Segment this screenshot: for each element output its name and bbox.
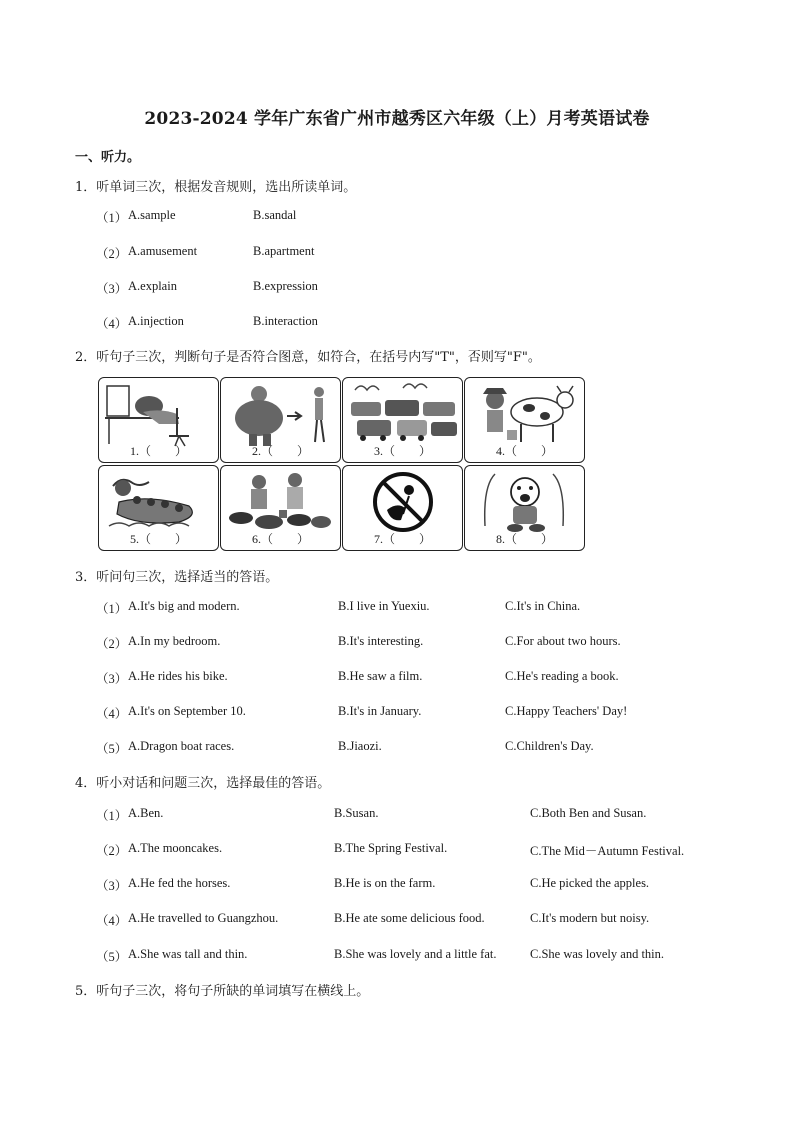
q3-item-2-option-c: C.For about two hours. [505, 634, 621, 648]
q4-item-3-option-c: C.He picked the apples. [530, 876, 650, 890]
picture-6-caption: 6.（ ） [251, 532, 309, 546]
picture-2-caption: 2.（ ） [251, 444, 309, 458]
picture-litter [220, 465, 341, 551]
q4-item-4-num: （4） [96, 914, 128, 928]
picture-7-caption: 7.（ ） [373, 532, 431, 546]
q4-item-4-option-a: A.He travelled to Guangzhou. [128, 911, 279, 925]
q4-item-2-option-a: A.The mooncakes. [128, 841, 223, 855]
q4-item-5-option-c: C.She was lovely and thin. [530, 947, 665, 961]
q4-item-1-option-c: C.Both Ben and Susan. [530, 806, 647, 820]
q4-item-3-option-b: B.He is on the farm. [334, 876, 436, 890]
q4-item-1-num: （1） [96, 809, 128, 823]
picture-4-caption: 4.（ ） [495, 444, 553, 458]
q4-item-3-option-a: A.He fed the horses. [128, 876, 231, 890]
q4-item-1-option-b: B.Susan. [334, 806, 379, 820]
q1-item-2-num: （2） [96, 247, 128, 261]
picture-3-caption: 3.（ ） [373, 444, 431, 458]
page-title: 2023-2024 学年广东省广州市越秀区六年级（上）月考英语试卷 [144, 109, 650, 129]
q1-item-3-option-b: B.expression [253, 279, 318, 293]
q4-item-2-num: （2） [96, 844, 128, 858]
q4-item-4-option-c: C.It's modern but noisy. [530, 911, 650, 925]
q3-item-2-option-b: B.It's interesting. [338, 634, 424, 648]
q1-item-4-num: （4） [96, 317, 128, 331]
picture-8-caption: 8.（ ） [495, 532, 553, 546]
q4-item-5-option-a: A.She was tall and thin. [128, 947, 248, 961]
q3-item-5-option-b: B.Jiaozi. [338, 739, 382, 753]
q3-item-5-num: （5） [96, 742, 128, 756]
q4-item-2-option-c: C.The Mid－Autumn Festival. [530, 844, 685, 858]
q1-item-2-option-b: B.apartment [253, 244, 315, 258]
question-1-stem: 1．听单词三次，根据发音规则，选出所读单词。 [75, 180, 357, 195]
q1-item-4-option-b: B.interaction [253, 314, 318, 328]
question-2-stem: 2．听句子三次，判断句子是否符合图意，如符合，在括号内写"T"，否则写"F"。 [75, 350, 541, 365]
q4-item-2-option-b: B.The Spring Festival. [334, 841, 448, 855]
q1-item-4-option-a: A.injection [128, 314, 184, 328]
q4-item-3-num: （3） [96, 879, 128, 893]
picture-5-caption: 5.（ ） [129, 532, 187, 546]
q1-item-1-num: （1） [96, 211, 128, 225]
q1-item-1-option-b: B.sandal [253, 208, 297, 222]
q3-item-4-num: （4） [96, 707, 128, 721]
q3-item-1-num: （1） [96, 602, 128, 616]
q1-item-3-option-a: A.explain [128, 279, 177, 293]
section-heading-listening: 一、听力。 [75, 150, 141, 165]
picture-tired-student [98, 377, 219, 463]
question-4-stem: 4．听小对话和问题三次，选择最佳的答语。 [75, 776, 331, 791]
q3-item-1-option-c: C.It's in China. [505, 599, 581, 613]
q3-item-4-option-a: A.It's on September 10. [128, 704, 246, 718]
picture-dragon-boat [98, 465, 219, 551]
q3-item-5-option-a: A.Dragon boat races. [128, 739, 235, 753]
q4-item-5-num: （5） [96, 950, 128, 964]
picture-1-caption: 1.（ ） [129, 444, 187, 458]
picture-crying-child [464, 465, 585, 551]
picture-fat-and-thin [220, 377, 341, 463]
picture-grid [96, 375, 588, 551]
q3-item-4-option-b: B.It's in January. [338, 704, 422, 718]
q3-item-3-option-b: B.He saw a film. [338, 669, 423, 683]
q3-item-3-option-c: C.He's reading a book. [505, 669, 619, 683]
question-3-stem: 3．听问句三次，选择适当的答语。 [75, 570, 279, 585]
q1-item-2-option-a: A.amusement [128, 244, 198, 258]
q3-item-5-option-c: C.Children's Day. [505, 739, 594, 753]
q4-item-1-option-a: A.Ben. [128, 806, 164, 820]
q3-item-2-option-a: A.In my bedroom. [128, 634, 221, 648]
q1-item-1-option-a: A.sample [128, 208, 176, 222]
q3-item-3-num: （3） [96, 672, 128, 686]
q3-item-4-option-c: C.Happy Teachers' Day! [505, 704, 628, 718]
q3-item-1-option-b: B.I live in Yuexiu. [338, 599, 430, 613]
question-5-stem: 5．听句子三次，将句子所缺的单词填写在横线上。 [75, 984, 370, 999]
picture-no-picking-flowers-sign [342, 465, 463, 551]
q4-item-5-option-b: B.She was lovely and a little fat. [334, 947, 497, 961]
q4-item-4-option-b: B.He ate some delicious food. [334, 911, 485, 925]
q3-item-1-option-a: A.It's big and modern. [128, 599, 240, 613]
q3-item-2-num: （2） [96, 637, 128, 651]
q1-item-3-num: （3） [96, 282, 128, 296]
picture-cow-milking [464, 377, 585, 463]
picture-traffic-jam [342, 377, 463, 463]
q3-item-3-option-a: A.He rides his bike. [128, 669, 228, 683]
